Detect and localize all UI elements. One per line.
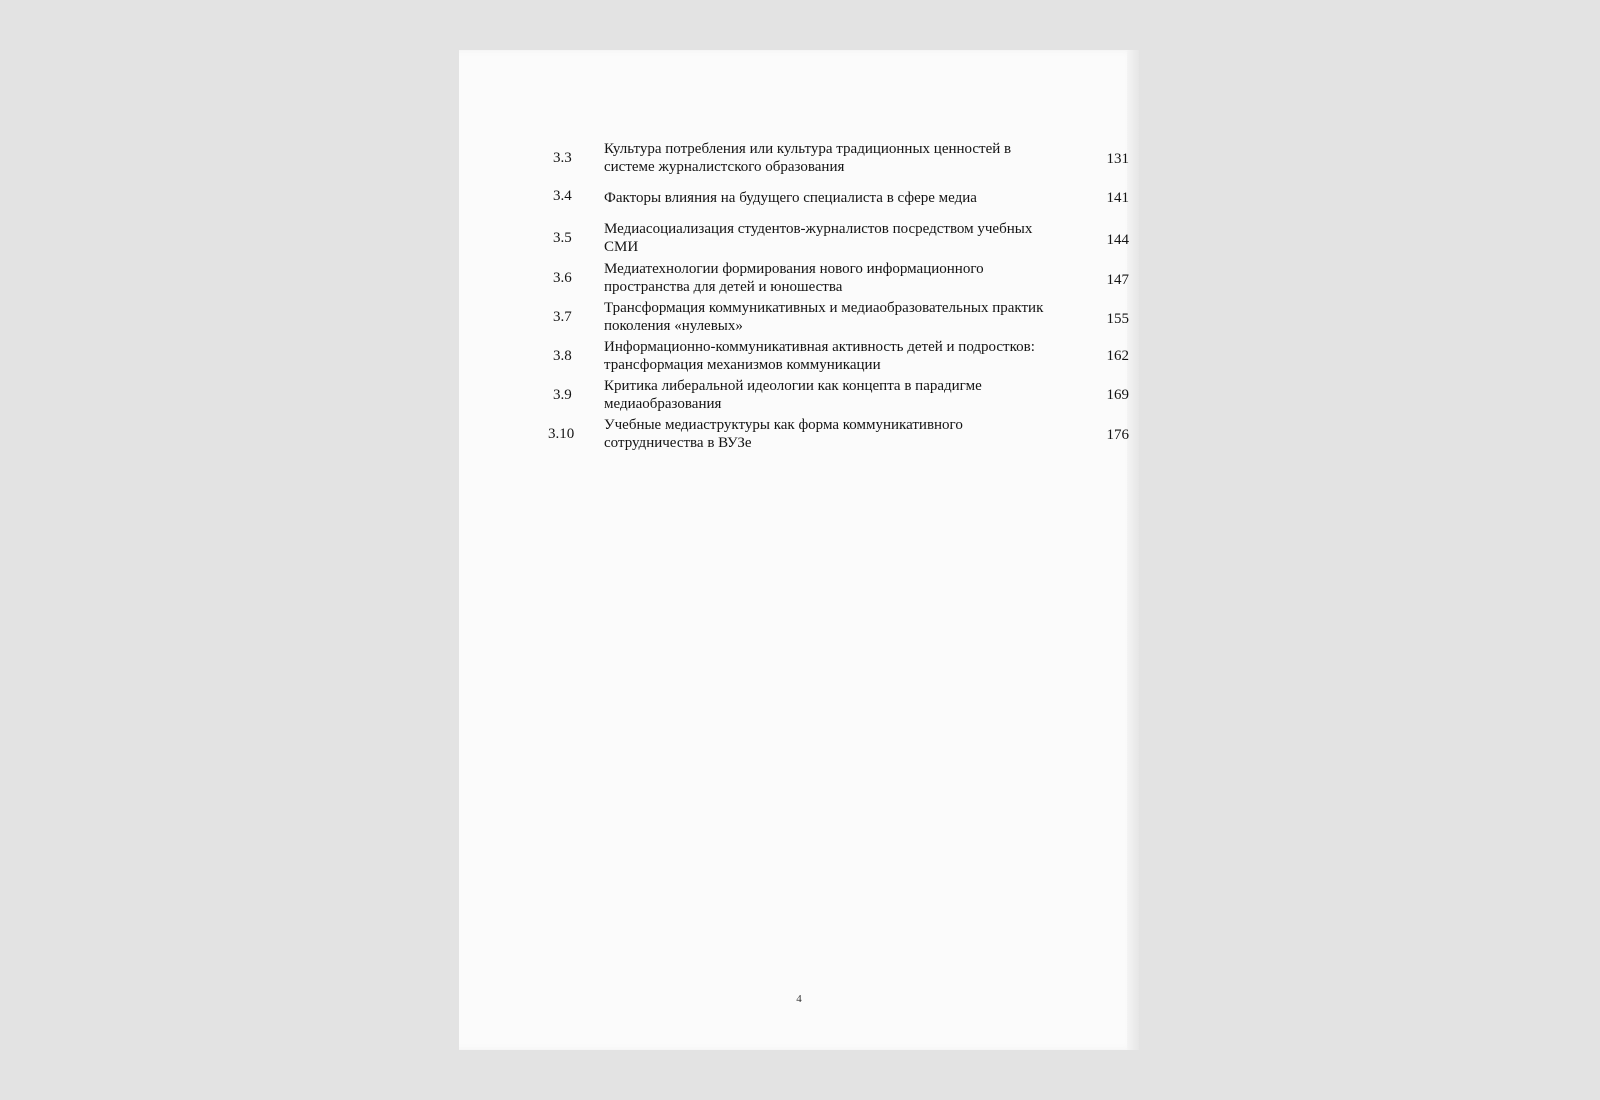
toc-entry-title: Учебные медиаструктуры как форма коммуникативного сотрудничества в ВУЗе — [604, 417, 963, 451]
toc-entry-page: 144 — [1106, 232, 1129, 248]
toc-entry-page: 141 — [1106, 190, 1129, 206]
page-number: 4 — [796, 993, 802, 1005]
toc-entry-number: 3.5 — [553, 230, 572, 246]
toc-entry-number: 3.6 — [553, 270, 572, 286]
toc-entry-number: 3.8 — [553, 348, 572, 364]
toc-entry-page: 162 — [1106, 348, 1129, 364]
toc-entry-number: 3.9 — [553, 387, 572, 403]
toc-entry-title: Культура потребления или культура традиционных ценностей в системе журналистского образования — [604, 141, 1012, 175]
toc-entry-number: 3.3 — [553, 150, 572, 166]
toc-entry-page: 131 — [1106, 151, 1129, 167]
toc-entry-title: Медиатехнологии формирования нового информационного пространства для детей и юношества — [604, 261, 984, 295]
toc-entry-title: Критика либеральной идеологии как концепта в парадигме медиаобразования — [604, 378, 982, 412]
document-page — [459, 50, 1139, 1050]
toc-entry-page: 169 — [1106, 387, 1129, 403]
toc-entry-number: 3.4 — [553, 188, 572, 204]
toc-entry-title: Информационно-коммуникативная активность детей и подростков: трансформация механизмов коммуникации — [604, 339, 1035, 373]
toc-entry-page: 176 — [1106, 427, 1129, 443]
toc-entry-page: 147 — [1106, 272, 1129, 288]
toc-entry-number: 3.10 — [548, 426, 575, 442]
toc-entry-page: 155 — [1106, 311, 1129, 327]
toc-entry-title: Факторы влияния на будущего специалиста в сфере медиа — [604, 190, 977, 206]
toc-entry-title: Трансформация коммуникативных и медиаобразовательных практик поколения «нулевых» — [604, 300, 1044, 334]
toc-entry-title: Медиасоциализация студентов-журналистов посредством учебных СМИ — [604, 221, 1033, 255]
toc-entry-number: 3.7 — [553, 309, 572, 325]
